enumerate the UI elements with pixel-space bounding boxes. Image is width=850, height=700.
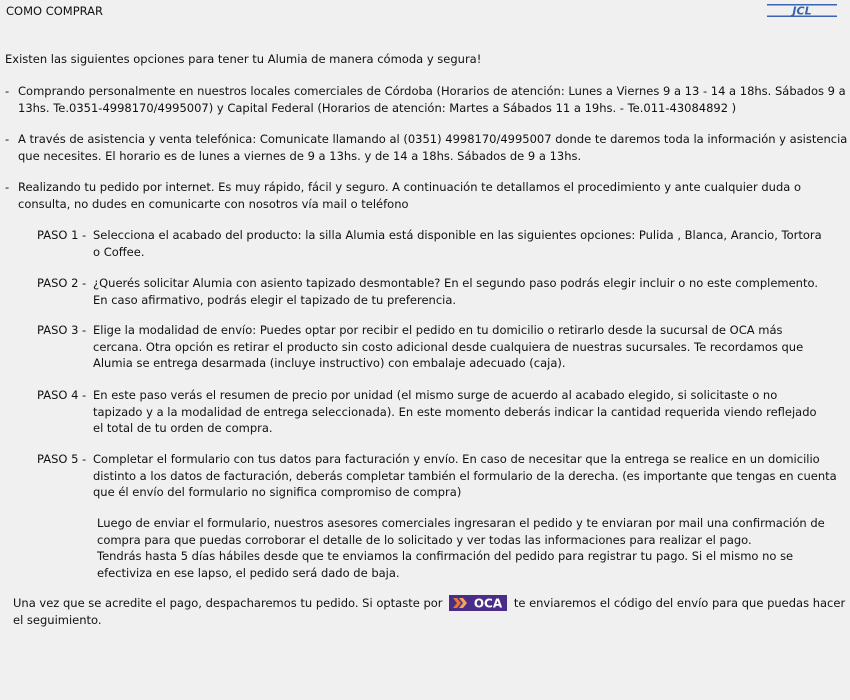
oca-logo[interactable] (449, 595, 507, 611)
bullet-line: A través de asistencia y venta telefónica: Comunicate llamando al (0351) 4998170/4995007 donde te daremos toda la información y asistencia (18, 132, 848, 146)
bullet-line: que necesites. El horario es de lunes a viernes de 9 a 13hs. y de 14 a 18hs. Sábados de 9 a 13hs. (18, 148, 582, 163)
bullet-line: Realizando tu pedido por internet. Es muy rápido, fácil y seguro. A continuación te detallamos el procedimiento y ante cualquier duda o (18, 180, 801, 194)
step-label: PASO 4 - (37, 388, 87, 402)
logo-text: JCL (792, 4, 812, 17)
step-label: PASO 5 - (37, 452, 87, 466)
shipping-note: Una vez que se acredite el pago, despacharemos tu pedido. Si optaste por OCA te enviaremos el código del envío para que puedas hacer el seguimiento. (13, 596, 846, 627)
intro-text: Existen las siguientes opciones para tener tu Alumia de manera cómoda y segura! (5, 52, 482, 66)
step-label: PASO 2 - (37, 276, 87, 290)
jcl-logo[interactable] (767, 4, 837, 17)
oca-logo-text: OCA (474, 596, 503, 610)
form-followup-note: Luego de enviar el formulario, nuestros asesores comerciales ingresaran el pedido y te enviaran por mail una confirmación de compra para que puedas corroborar el detalle de lo solicitado y ver todas las informaciones para realizar el pago. Tendrás hasta 5 días hábiles desde que te enviamos la confirmación del pedido para registrar tu pago. Si el mismo no se efectiviza en ese lapso, el pedido será dado de baja. (97, 516, 825, 580)
step-label: PASO 1 - (37, 228, 87, 242)
page-title: COMO COMPRAR (6, 4, 104, 18)
step-label: PASO 3 - (37, 323, 87, 337)
bullet-line: Comprando personalmente en nuestros locales comerciales de Córdoba (Horarios de atención: Lunes a Viernes 9 a 13 - 14 a 18hs. Sábados 9 a (18, 84, 846, 98)
bullet-line: 13hs. Te.0351-4998170/4995007) y Capital Federal (Horarios de atención: Martes a Sábados 11 a 19hs. - Te.011-43084892 ) (18, 100, 737, 115)
bullet-line: consulta, no dudes en comunicarte con nosotros vía mail o teléfono (18, 196, 409, 211)
